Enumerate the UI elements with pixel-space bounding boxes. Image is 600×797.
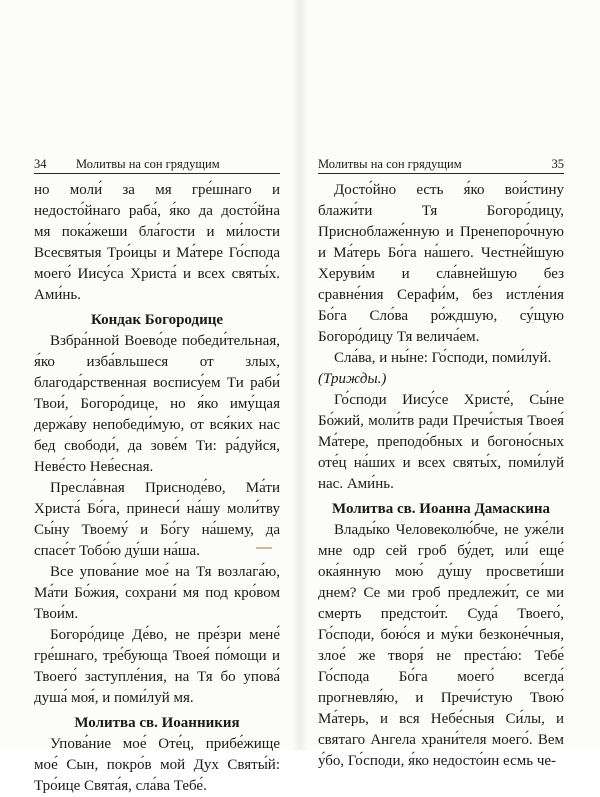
right-page-header xyxy=(318,155,564,174)
paragraph: Все упова́ние мое́ на Тя возлага́ю, Ма́ти Бо́жия, сохрани́ мя под кро́вом Твои́м. xyxy=(34,564,280,622)
paragraph: Пресла́вная Присноде́во, Ма́ти Христа́ Бо́га, принеси́ на́шу моли́тву Сы́ну Твоему́ и Бо́гу на́шему, да спасе́т Тобо́ю ду́ши на́ша. xyxy=(34,480,280,559)
paragraph: Влады́ко Человеколю́бче, не уже́ли мне одр сей гроб бу́дет, или́ еще́ ока́янную мою́ ду́шу просвети́ши днем? Се ми гроб предлежи́т, се ми смерть предстои́т. Суда́ Твоего́, Го́споди, бою́ся и му́ки безконе́чныя, злое́ же творя́ не преста́ю: Тебе́ Го́спода Бо́га моего́ всегда́ прогневля́ю, и Пречи́стую Твою́ Ма́терь, и вся Небе́сныя Си́лы, и святаго Ангела храни́теля моего́. Вем у́бо, Го́споди, я́ко недосто́ин есмь че- xyxy=(318,522,564,769)
paragraph: но моли́ за мя гре́шнаго и недосто́йнаго раба́, я́ко да досто́йна мя пока́жеши бла́гости и ми́лости Всеcвятыя Тро́ицы и Ма́тере Го́спода моего́ Иису́са Христа́ и всех святы́х. Ами́нь. xyxy=(34,182,280,303)
running-title: Молитвы на сон грядущим xyxy=(76,157,220,171)
paragraph: Взбра́нной Воево́де победи́тельная, я́ко изба́вльшеся от злых, благода́рственная воспису́ем Ти раби́ Твои́, Богоро́дице, но я́ко иму́щая держа́ву непобеди́мую, от вся́ких нас бед свободи́, да зове́м Ти: ра́дуйся, Неве́сто Нев́есная. xyxy=(34,333,280,475)
running-title: Молитвы на сон грядущим xyxy=(318,157,462,171)
paragraph: Го́споди Иису́се Христе́, Сы́не Бо́жий, моли́тв ради Пречи́стыя Твоея́ Ма́тере, преподо́бных и богоно́сных оте́ц на́ших и всех святы́х, поми́луй нас. Ами́нь. xyxy=(318,392,564,492)
left-page xyxy=(0,0,300,794)
left-page-body xyxy=(34,180,280,797)
section-heading: Кондак Богородице xyxy=(90,312,224,328)
section-heading: Молитва св. Иоанникия xyxy=(74,715,240,731)
left-page-header xyxy=(34,155,280,174)
page-number: 35 xyxy=(551,157,564,171)
right-page-body xyxy=(318,180,564,772)
right-page xyxy=(300,0,600,769)
section-heading: Молитва св. Иоанна Дамаскина xyxy=(331,501,551,517)
paragraph: Упова́ние мое́ Оте́ц, прибе́жище мое́ Сын, покро́в мой Дух Святы́й: Тро́ице Свята́я, сла́ва Тебе́. xyxy=(34,736,280,794)
paragraph: Досто́йно есть я́ко вои́стину блажи́ти Тя Богоро́дицу, Присноблаже́нную и Пренепоро́чную и Ма́терь Бо́га на́шего. Честне́йшую Херуви́м и сла́внейшую без сравне́ния Серафи́м, без истле́ния Бо́га Сло́ва ро́ждшую, су́щую Богоро́дицу Тя велича́ем. xyxy=(318,182,564,345)
paragraph: Богоро́дице Де́во, не пре́зри мене́ гре́шнаго, тре́бующа Твоея́ по́мощи и Твоего́ заступле́ния, на Тя бо упова́ душа́ моя́, и поми́луй мя. xyxy=(34,627,280,706)
print-mark xyxy=(256,547,272,549)
rubric-note: (Трижды.) xyxy=(318,371,387,387)
book-gutter xyxy=(292,0,308,750)
paragraph: Сла́ва, и ны́не: Го́споди, поми́луй. xyxy=(334,350,552,366)
page-number: 34 xyxy=(34,157,47,171)
